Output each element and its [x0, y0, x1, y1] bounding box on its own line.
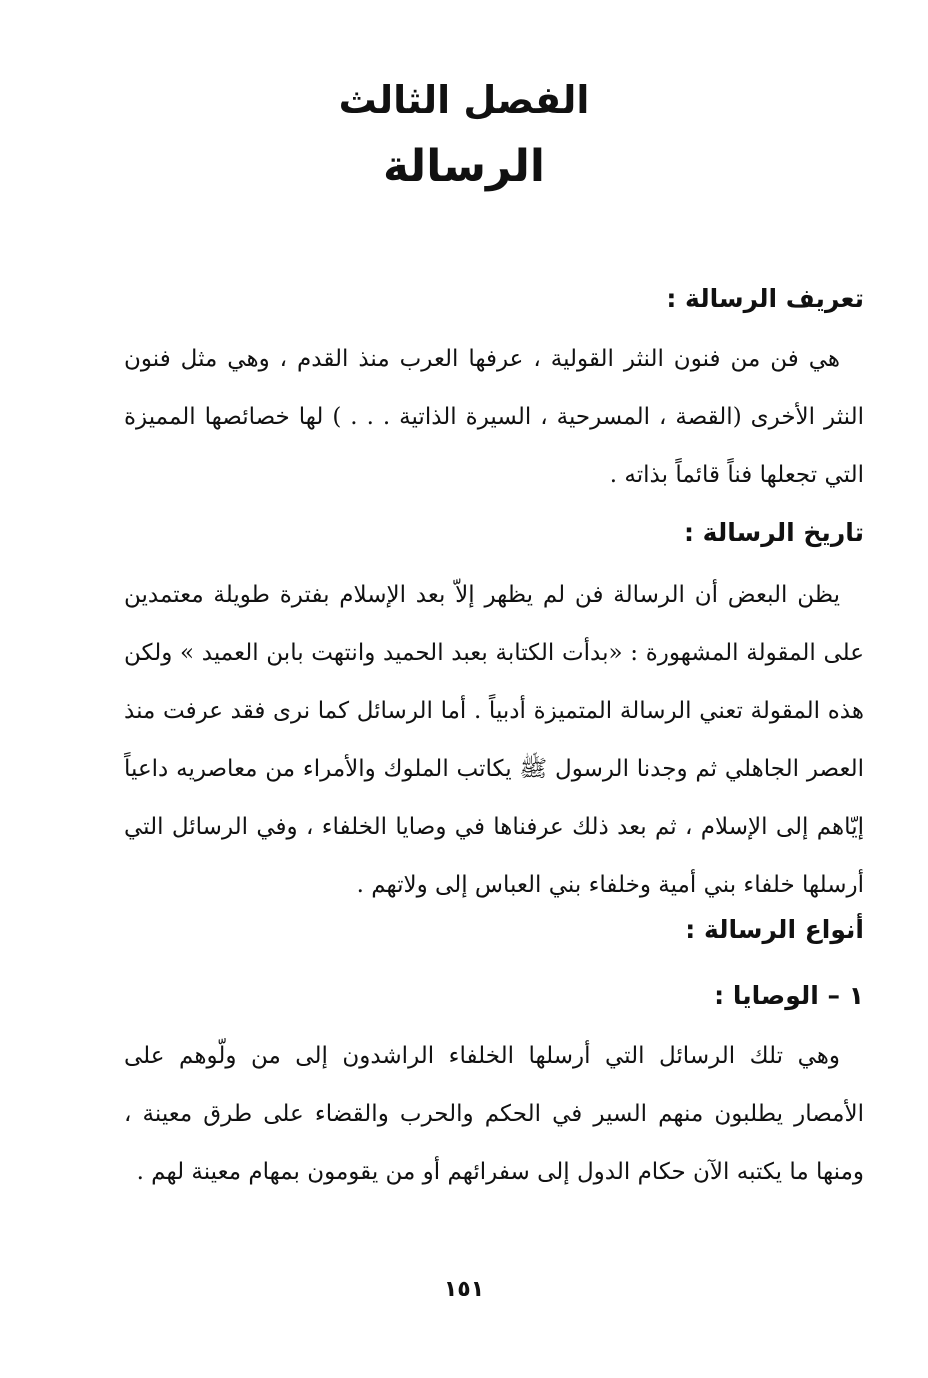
page-number: ١٥١: [443, 1277, 485, 1302]
history-paragraph: يظن البعض أن الرسالة فن لم يظهر إلاّ بعد الإسلام بفترة طويلة معتمدين على المقولة المشهورة : «بدأت الكتابة بعبد الحميد وانتهت بابن العميد » ولكن هذه المقولة تعني الرسالة المتميزة أدبياً . أما الرسائل كما نرى فقد عرفت منذ العصر الجاهلي ثم وجدنا الرسول ﷺ يكاتب الملوك والأمراء من معاصريه داعياً إيّاهم إلى الإسلام ، ثم بعد ذلك عرفناها في وصايا الخلفاء ، وفي الرسائل التي أرسلها خلفاء بني أمية وخلفاء بني العباس إلى ولاتهم .: [124, 582, 864, 898]
chapter-title: الفصل الثالث: [338, 78, 590, 122]
chapter-subtitle: الرسالة: [383, 141, 545, 192]
history-heading: تاريخ الرسالة :: [683, 518, 864, 547]
wills-paragraph: وهي تلك الرسائل التي أرسلها الخلفاء الراشدون إلى من ولّوهم على الأمصار يطلبون منهم السير في الحكم والحرب والقضاء على طرق معينة ، ومنها ما يكتبه الآن حكام الدول إلى سفرائهم أو من يقومون بمهام معينة لهم .: [124, 1043, 864, 1185]
types-heading: أنواع الرسالة :: [685, 915, 864, 944]
wills-subheading: ١ – الوصايا :: [714, 981, 864, 1010]
definition-heading: تعريف الرسالة :: [666, 284, 864, 313]
definition-paragraph: هي فن من فنون النثر القولية ، عرفها العرب منذ القدم ، وهي مثل فنون النثر الأخرى (القصة ، المسرحية ، السيرة الذاتية . . . ) لها خصائصها المميزة التي تجعلها فناً قائماً بذاته .: [124, 346, 864, 488]
